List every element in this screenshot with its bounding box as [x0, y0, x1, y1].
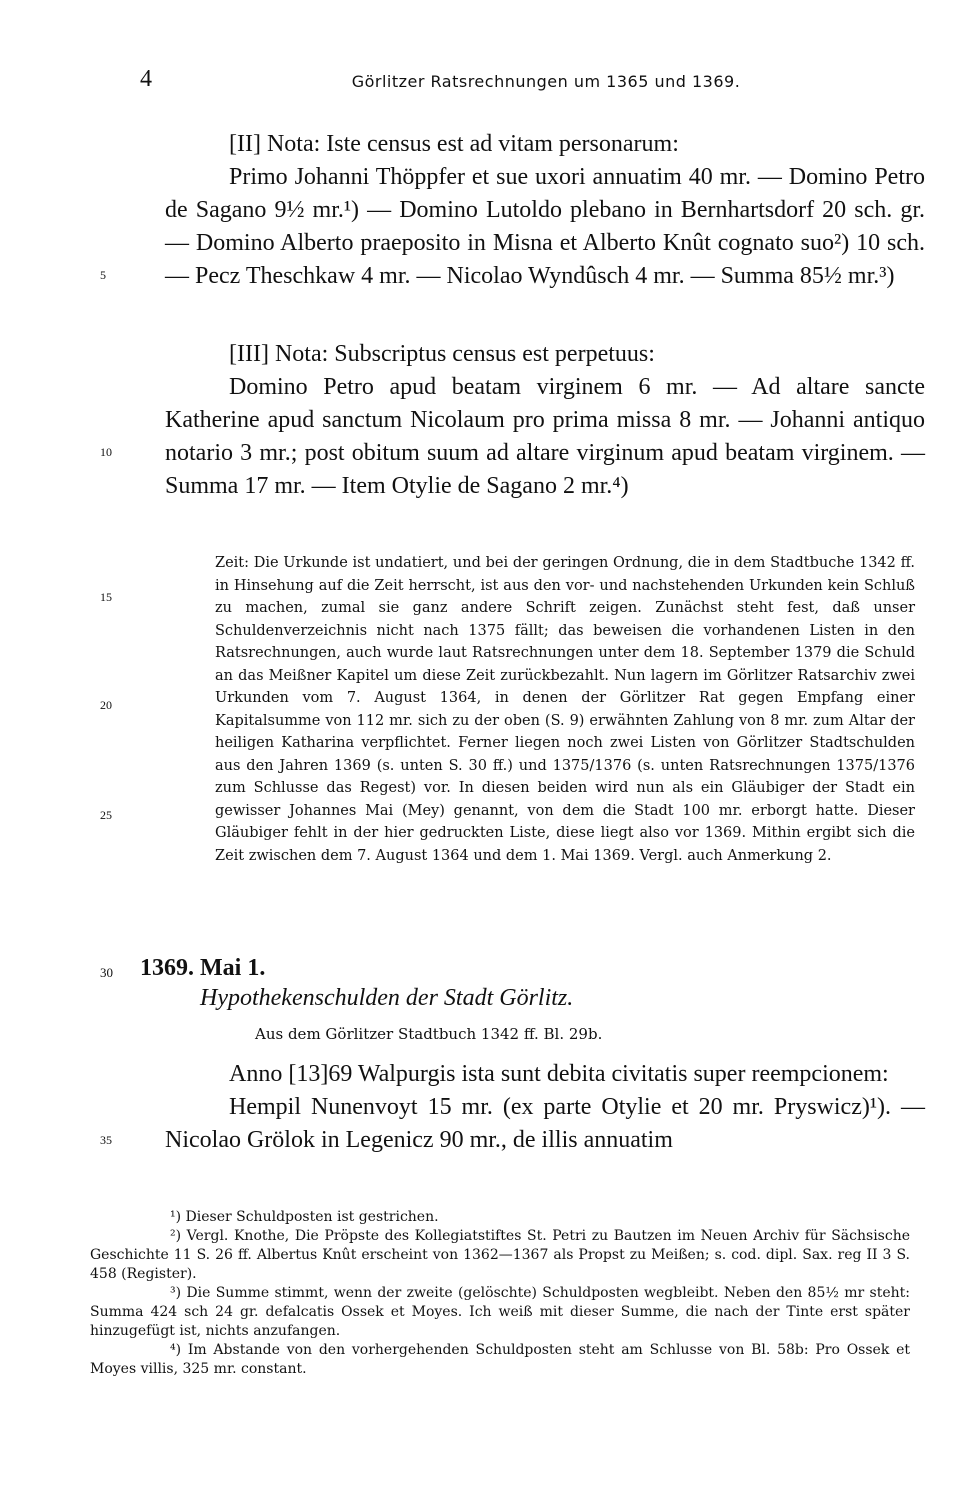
running-head: Görlitzer Ratsrechnungen um 1365 und 1369.: [351, 72, 741, 91]
line-number-35: 35: [100, 1133, 112, 1147]
section-ii-text: Primo Johanni Thöppfer et sue uxori annuatim 40 mr. — Domino Petro de Sagano 9½ mr.¹) — Domino Lutoldo plebano in Bernhartsdorf 20 sch. gr. — Domino Alberto praeposito in Misna et Alberto Knût cognato suo²) 10 sch. — Pecz Theschkaw 4 mr. — Nicolao Wyndûsch 4 mr. — Summa 85½ mr.³): [165, 164, 925, 289]
section-iii: [165, 338, 925, 503]
section-iii-heading: [III] Nota: Subscriptus census est perpetuus:: [229, 341, 655, 367]
entry-text-2: Hempil Nunenvoyt 15 mr. (ex parte Otylie et 20 mr. Pryswicz)¹). — Nicolao Grölok in Legenicz 90 mr., de illis annuatim: [165, 1094, 925, 1153]
line-number-5: 5: [100, 268, 106, 282]
section-ii-heading: [II] Nota: Iste census est ad vitam personarum:: [229, 131, 679, 157]
line-number-10: 10: [100, 445, 112, 459]
line-number-15: 15: [100, 590, 112, 604]
line-number-30: 30: [100, 965, 113, 980]
entry-text-1: Anno [13]69 Walpurgis ista sunt debita civitatis super reempcionem:: [229, 1061, 889, 1087]
entry-title: Hypothekenschulden der Stadt Görlitz.: [200, 985, 574, 1011]
footnote-3: ³) Die Summe stimmt, wenn der zweite (gelöschte) Schuldposten wegbleibt. Neben den 85½ mr steht: Summa 424 sch 24 gr. defalcatis Ossek et Moyes. Ich weiß mit dieser Summe, die nach der Tinte erst später hinzugefügt ist, nichts anzufangen.: [90, 1285, 910, 1339]
entry-text: [165, 1058, 925, 1157]
line-number-25: 25: [100, 808, 112, 822]
commentary-note: [215, 552, 915, 867]
section-iii-text: Domino Petro apud beatam virginem 6 mr. — Ad altare sancte Katherine apud sanctum Nicolaum pro prima missa 8 mr. — Johanni antiquo notario 3 mr.; post obitum suum ad altare virginum apud beatam virginem. — Summa 17 mr. — Item Otylie de Sagano 2 mr.⁴): [165, 374, 925, 499]
page-header: [140, 66, 910, 100]
footnote-2: ²) Vergl. Knothe, Die Pröpste des Kollegiatstiftes St. Petri zu Bautzen im Neuen Archiv für Sächsische Geschichte 11 S. 26 ff. Albertus Knût erscheint von 1362—1367 als Propst zu Meißen; s. cod. dipl. Sax. reg II 3 S. 458 (Register).: [90, 1228, 910, 1282]
footnotes: [90, 1208, 910, 1379]
entry-date: 1369. Mai 1.: [140, 955, 266, 981]
line-number-20: 20: [100, 698, 112, 712]
footnote-4: ⁴) Im Abstande von den vorhergehenden Schuldposten steht am Schlusse von Bl. 58b: Pro Ossek et Moyes villis, 325 mr. constant.: [90, 1342, 910, 1377]
footnote-1: ¹) Dieser Schuldposten ist gestrichen.: [170, 1209, 439, 1225]
page-number: 4: [140, 66, 152, 92]
commentary-text: Zeit: Die Urkunde ist undatiert, und bei der geringen Ordnung, die in dem Stadtbuche 1342 ff. in Hinsehung auf die Zeit herrscht, ist aus den vor- und nachstehenden Urkunden kein Schluß zu machen, zumal sie ganz andere Schrift zeigen. Zunächst steht fest, daß unser Schuldenverzeichnis nicht nach 1375 fällt; das beweisen die vorhandenen Listen in den Ratsrechnungen, auch wurde laut Ratsrechnungen unter dem 18. September 1379 die Schuld an das Meißner Kapitel um diese Zeit zurückbezahlt. Nun lagern im Görlitzer Ratsarchiv zwei Urkunden vom 7. August 1364, in denen der Görlitzer Rat gegen Empfang einer Kapitalsumme von 112 mr. sich zu der oben (S. 9) erwähnten Zahlung von 8 mr. zum Altar der heiligen Katharina verpflichtet. Ferner liegen noch zwei Listen von Görlitzer Stadtschulden aus den Jahren 1369 (s. unten S. 30 ff.) und 1375/1376 (s. unten Ratsrechnungen 1375/1376 zum Schlusse das Regest) vor. In diesen beiden wird nun als ein Gläubiger der Stadt ein gewisser Johannes Mai (Mey) genannt, von dem die Stadt 100 mr. erborgt hatte. Dieser Gläubiger fehlt in der hier gedruckten Liste, diese liegt also vor 1369. Mithin ergibt sich die Zeit zwischen dem 7. August 1364 und dem 1. Mai 1369. Vergl. auch Anmerkung 2.: [215, 555, 915, 864]
entry-source: Aus dem Görlitzer Stadtbuch 1342 ff. Bl. 29b.: [255, 1025, 603, 1043]
section-ii: [165, 128, 925, 293]
